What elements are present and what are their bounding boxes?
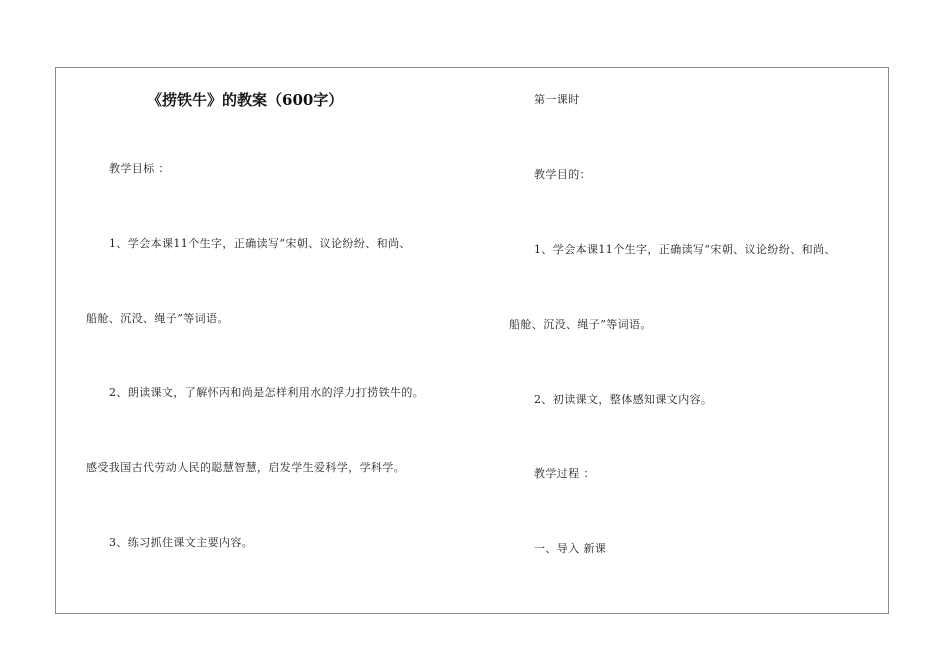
left-item3: 3、练习抓住课文主要内容。 — [109, 536, 254, 549]
process-step1: 一、导入 新课 — [534, 542, 607, 555]
document-title: 《捞铁牛》的教案（600字） — [147, 91, 344, 109]
left-item2-line2: 感受我国古代劳动人民的聪慧智慧，启发学生爱科学，学科学。 — [86, 461, 406, 474]
right-item2: 2、初读课文，整体感知课文内容。 — [534, 393, 713, 406]
lesson-heading: 第一课时 — [534, 93, 580, 106]
goal-heading: 教学目的： — [534, 168, 591, 181]
left-item2-line1: 2、朗读课文，了解怀丙和尚是怎样利用水的浮力打捞铁牛的。 — [109, 386, 425, 399]
left-item1-line2: 船舱、沉没、绳子”等词语。 — [86, 312, 229, 325]
right-item1-line1: 1、学会本课11个生字，正确读写“宋朝、议论纷纷、和尚、 — [534, 243, 836, 256]
right-item1-line2: 船舱、沉没、绳子”等词语。 — [509, 318, 652, 331]
page-frame — [55, 67, 889, 614]
objectives-heading: 教学目标 ： — [109, 162, 170, 175]
left-item1-line1: 1、学会本课11个生字，正确读写“宋朝、议论纷纷、和尚、 — [109, 237, 411, 250]
process-heading: 教学过程 ： — [534, 467, 595, 480]
